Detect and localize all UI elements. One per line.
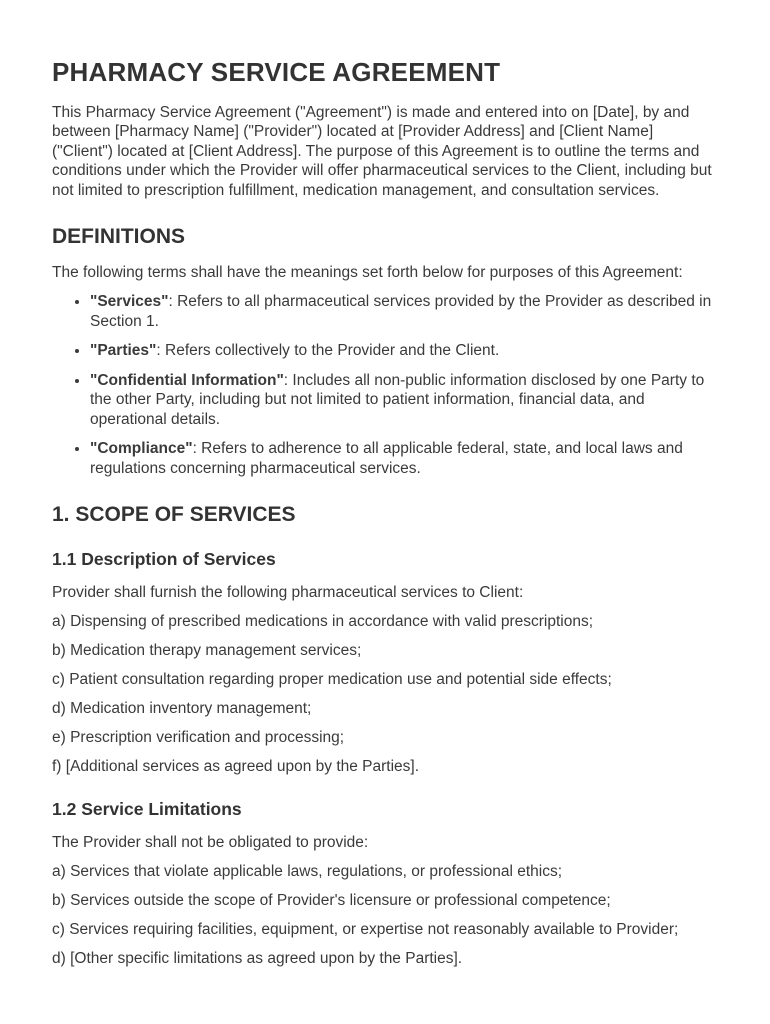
definition-text: : Includes all non-public information disclosed by one Party to the other Party, including but not limited to patient information, financial data, and operational details. <box>90 371 705 428</box>
limitation-item: b) Services outside the scope of Provider's licensure or professional competence; <box>52 891 611 909</box>
limitations-lead: The Provider shall not be obligated to provide: <box>52 833 369 851</box>
service-item: e) Prescription verification and processing; <box>52 729 345 747</box>
service-item: c) Patient consultation regarding proper medication use and potential side effects; <box>52 671 612 689</box>
intro-paragraph: This Pharmacy Service Agreement ("Agreement") is made and entered into on [Date], by and between [Pharmacy Name] ("Provider") located at [Provider Address] and [Client Name] ("Client") located at [Client Address]. The purpose of this Agreement is to outline the terms and conditions under which the Provider will offer pharmaceutical services to the Client, including but not limited to prescription fulfillment, medication management, and consultation services. <box>52 103 712 199</box>
definition-item <box>90 292 718 331</box>
definition-term: "Confidential Information" <box>90 371 284 389</box>
definition-text: : Refers to adherence to all applicable federal, state, and local laws and regulations concerning pharmaceutical services. <box>90 440 683 477</box>
definition-term: "Compliance" <box>90 440 193 458</box>
service-item: a) Dispensing of prescribed medications in accordance with valid prescriptions; <box>52 613 594 631</box>
limitation-item: c) Services requiring facilities, equipment, or expertise not reasonably available to Provider; <box>52 920 679 938</box>
subsection-heading-description: 1.1 Description of Services <box>52 549 276 570</box>
definition-term: "Parties" <box>90 342 157 360</box>
service-item: d) Medication inventory management; <box>52 700 312 718</box>
definitions-list <box>52 292 718 478</box>
service-item: f) [Additional services as agreed upon by the Parties]. <box>52 758 420 776</box>
definition-text: : Refers collectively to the Provider and the Client. <box>156 342 500 360</box>
definition-item <box>90 341 718 361</box>
service-item: b) Medication therapy management services; <box>52 642 362 660</box>
description-lead: Provider shall furnish the following pharmaceutical services to Client: <box>52 584 524 602</box>
definitions-lead: The following terms shall have the meanings set forth below for purposes of this Agreement: <box>52 263 683 281</box>
section-heading-definitions: DEFINITIONS <box>52 225 186 249</box>
page-title: PHARMACY SERVICE AGREEMENT <box>52 57 501 87</box>
limitation-item: d) [Other specific limitations as agreed upon by the Parties]. <box>52 949 463 967</box>
definition-item <box>90 439 718 478</box>
limitation-items <box>52 862 718 969</box>
limitation-item: a) Services that violate applicable laws, regulations, or professional ethics; <box>52 862 563 880</box>
definition-text: : Refers to all pharmaceutical services provided by the Provider as described in Section 1. <box>90 293 712 330</box>
definition-term: "Services" <box>90 293 169 311</box>
definition-item <box>90 371 718 430</box>
service-items <box>52 612 718 777</box>
section-heading-scope: 1. SCOPE OF SERVICES <box>52 503 296 527</box>
subsection-heading-limitations: 1.2 Service Limitations <box>52 798 242 819</box>
